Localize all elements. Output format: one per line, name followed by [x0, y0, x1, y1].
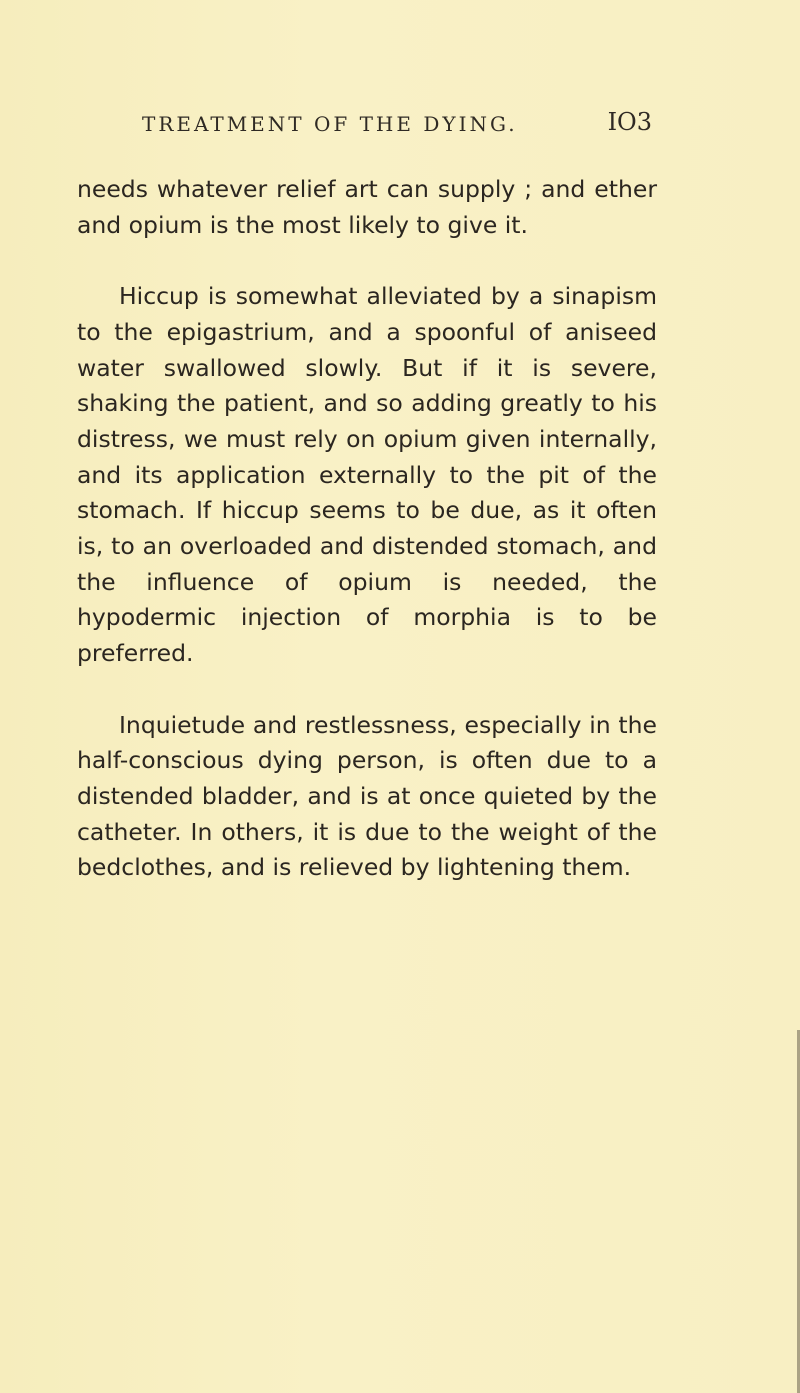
page-number: IO3	[607, 108, 652, 136]
page-header	[142, 108, 662, 148]
paragraph-continuation: needs whatever relief art can supply ; and ether and opium is the most likely to give it.	[77, 175, 657, 239]
paragraph-hiccup: Hiccup is somewhat alleviated by a sinapism to the epigastrium, and a spoonful of aniseed water swallowed slowly. But if it is severe, shaking the patient, and so adding greatly to his distress, we must rely on opium given internally, and its application externally to the pit of the stomach. If hiccup seems to be due, as it often is, to an overloaded and distended stomach, and the influence of opium is needed, the hypodermic injection of morphia is to be preferred.	[77, 282, 657, 668]
paragraph-inquietude: Inquietude and restlessness, especially in the half-conscious dying person, is often due to a distended bladder, and is at once quieted by the catheter. In others, it is due to the weight of the bedclothes, and is relieved by lightening them.	[77, 710, 657, 882]
body-text	[77, 172, 657, 886]
running-head: TREATMENT OF THE DYING.	[142, 112, 518, 136]
